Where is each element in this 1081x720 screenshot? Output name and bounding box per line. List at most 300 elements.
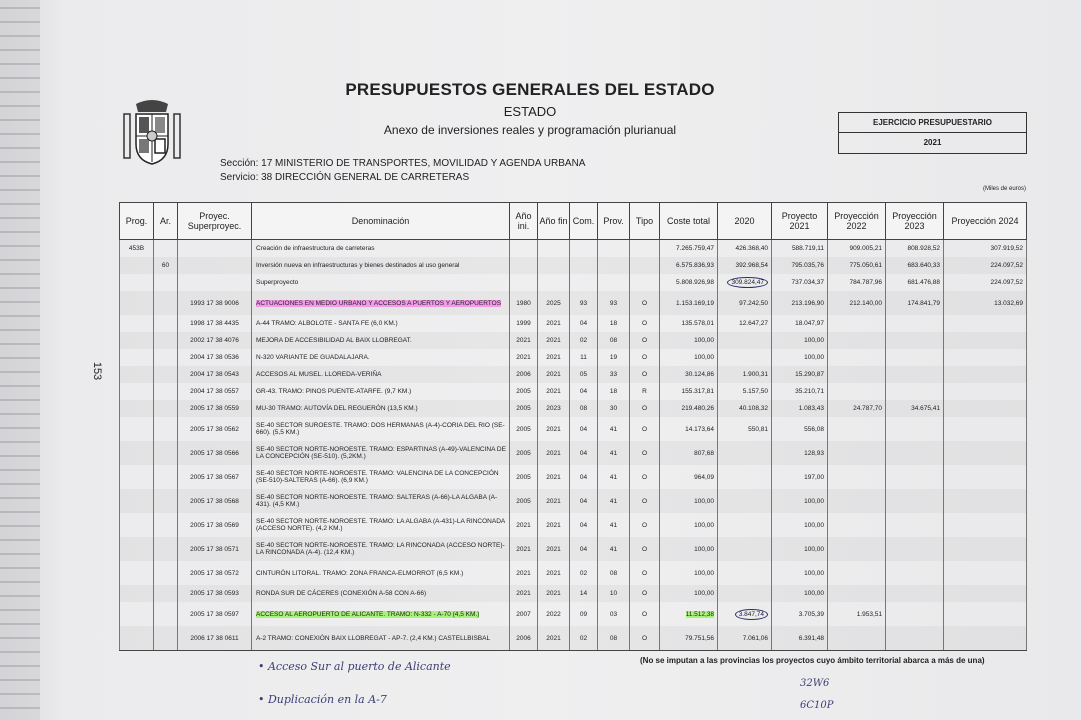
table-cell [598,400,630,417]
column-header: 2020 [718,203,772,240]
table-cell [598,274,630,291]
table-cell [630,602,660,626]
table-cell [178,349,252,366]
table-cell [570,513,598,537]
table-cell [538,489,570,513]
table-cell [828,257,886,274]
table-cell [828,585,886,602]
cell-text: 2021 [516,354,531,361]
cell-text: ACCESOS AL MUSEL. LLOREDA-VERIÑA [256,371,382,378]
table-cell [178,400,252,417]
table-cell [510,400,538,417]
table-cell [886,602,944,626]
table-cell [598,257,630,274]
table-cell [886,513,944,537]
table-cell [538,537,570,561]
cell-text: 100,00 [804,337,824,344]
cell-text: 02 [579,337,588,344]
table-cell [510,383,538,400]
cell-text: MEJORA DE ACCESIBILIDAD AL BAIX LLOBREGAT. [256,337,412,344]
column-header: Prog. [120,203,154,240]
table-cell [772,537,828,561]
table-cell [886,441,944,465]
cell-text: 224.097,52 [990,262,1023,269]
cell-text: O [641,449,648,457]
cell-text: 30 [609,405,618,412]
cell-text: 100,00 [804,521,824,529]
cell-text: 2025 [546,299,561,307]
table-cell [828,349,886,366]
table-cell [630,489,660,513]
table-cell [120,315,154,332]
cell-text: ACTUACIONES EN MEDIO URBANO Y ACCESOS A PUERTOS Y AEROPUERTOS [256,299,502,307]
cell-text: 155.317,81 [681,388,714,395]
table-cell [718,383,772,400]
table-cell [538,626,570,651]
table-cell [772,315,828,332]
table-cell [570,332,598,349]
table-cell [718,441,772,465]
cell-text: 2021 [546,388,561,395]
cell-text: 2021 [516,590,531,597]
table-cell [154,315,178,332]
table-cell [178,332,252,349]
ejercicio-label: EJERCICIO PRESUPUESTARIO [839,113,1026,133]
table-cell [598,240,630,258]
table-cell [828,537,886,561]
cell-text: 808.928,52 [907,245,940,252]
table-cell [538,465,570,489]
cell-text: O [641,521,648,529]
cell-text: 135.578,01 [681,320,714,327]
cell-text: 2006 [516,371,531,378]
table-row [120,585,1027,602]
table-cell [154,400,178,417]
table-cell [828,366,886,383]
cell-text: O [641,545,648,553]
cell-text: 909.005,21 [849,245,882,252]
column-header: Año ini. [510,203,538,240]
table-cell [718,257,772,274]
table-cell [886,489,944,513]
column-header: Prov. [598,203,630,240]
table-cell [120,417,154,441]
table-cell [538,240,570,258]
cell-text: A-44 TRAMO: ALBOLOTE - SANTA FE (6,0 KM.) [256,320,398,327]
binder-holes [0,0,40,720]
table-cell [944,585,1027,602]
cell-text: O [641,590,648,597]
table-cell [944,441,1027,465]
cell-text: SE-40 SECTOR SUROESTE. TRAMO: DOS HERMANAS (A-4)-CORIA DEL RIO (SE-660). (5,5 KM.) [256,422,505,436]
table-cell [154,257,178,274]
table-cell [630,465,660,489]
table-cell [178,513,252,537]
table-cell [944,291,1027,315]
cell-text: 6.575.836,93 [676,262,714,269]
table-cell [598,465,630,489]
cell-text: 2005 [516,473,531,481]
table-cell [660,383,718,400]
table-cell [120,257,154,274]
cell-text: 33 [609,371,618,378]
table-cell [252,349,510,366]
table-cell [120,537,154,561]
table-cell [252,465,510,489]
table-cell [178,257,252,274]
table-header-row [120,203,1027,240]
table-cell [538,274,570,291]
cell-text: 100,00 [694,569,714,577]
table-cell [120,383,154,400]
table-cell [772,400,828,417]
cell-text: 11.512,38 [685,610,714,618]
table-cell [154,383,178,400]
cell-text: 41 [609,545,618,553]
table-cell [178,626,252,651]
table-cell [598,489,630,513]
table-cell [120,513,154,537]
cell-text: 2005 17 38 0569 [190,521,239,529]
cell-text: 174.841,79 [907,299,940,307]
table-cell [510,274,538,291]
cell-text: 04 [579,425,588,433]
cell-text: 14 [579,590,588,597]
table-cell [510,332,538,349]
cell-text: 588.719,11 [791,245,824,252]
cell-text: 2021 [546,569,561,577]
servicio-line: Servicio: 38 DIRECCIÓN GENERAL DE CARRETERAS [220,172,470,183]
table-cell [598,626,630,651]
table-row [120,274,1027,291]
table-cell [772,274,828,291]
cell-text: 2021 [546,425,561,433]
cell-text: 41 [609,497,618,505]
cell-text: 18 [609,320,618,327]
cell-text: O [641,320,648,327]
table-cell [120,441,154,465]
table-cell [660,465,718,489]
table-cell [120,274,154,291]
table-cell [944,417,1027,441]
table-cell [154,274,178,291]
table-cell [944,274,1027,291]
cell-text: 2021 [516,521,531,529]
table-cell [178,366,252,383]
table-cell [630,626,660,651]
cell-text: 100,00 [804,497,824,505]
table-cell [252,400,510,417]
table-cell [252,332,510,349]
cell-text: 392.968,54 [735,262,768,269]
table-cell [828,489,886,513]
table-cell [630,240,660,258]
table-cell [886,332,944,349]
table-cell [828,291,886,315]
table-cell [660,537,718,561]
cell-text: O [641,371,648,378]
table-cell [598,602,630,626]
table-cell [944,383,1027,400]
cell-text: 6.391,48 [798,634,824,642]
table-cell [510,441,538,465]
cell-text: 1.083,43 [798,405,824,412]
cell-text: RONDA SUR DE CÁCERES (CONEXIÓN A-58 CON A-66) [256,590,427,597]
table-cell [660,561,718,585]
table-cell [510,513,538,537]
column-header: Coste total [660,203,718,240]
cell-text: 309.824,47 [727,277,768,288]
table-cell [570,585,598,602]
cell-text: 100,00 [694,497,714,505]
table-cell [178,441,252,465]
table-cell [886,315,944,332]
table-cell [538,349,570,366]
cell-text: 2004 17 38 0536 [190,354,239,361]
table-cell [660,400,718,417]
table-cell [570,349,598,366]
cell-text: 93 [579,299,588,307]
table-cell [660,489,718,513]
table-cell [252,513,510,537]
table-cell [510,465,538,489]
table-cell [120,366,154,383]
cell-text: 737.034,37 [791,279,824,286]
table-cell [510,585,538,602]
table-row [120,537,1027,561]
cell-text: 100,00 [694,545,714,553]
cell-text: 24.787,70 [853,405,882,412]
cell-text: 100,00 [804,569,824,577]
cell-text: 2021 [546,320,561,327]
cell-text: 1999 [516,320,531,327]
table-cell [944,537,1027,561]
table-cell [252,626,510,651]
column-header: Proyección 2024 [944,203,1027,240]
cell-text: 1998 17 38 4435 [190,320,239,327]
table-cell [538,585,570,602]
cell-text: 18.047,97 [795,320,824,327]
cell-text: 2005 17 38 0568 [190,497,239,505]
table-cell [944,400,1027,417]
cell-text: 05 [579,371,588,378]
table-cell [120,400,154,417]
cell-text: 18 [609,388,618,395]
table-cell [154,561,178,585]
table-cell [944,257,1027,274]
cell-text: 09 [579,610,588,618]
cell-text: 807,68 [694,449,714,457]
table-cell [178,561,252,585]
table-cell [598,332,630,349]
table-cell [660,417,718,441]
cell-text: O [641,634,648,642]
cell-text: 2005 [516,449,531,457]
table-cell [570,291,598,315]
table-cell [252,441,510,465]
column-header: Proyec. Superproyec. [178,203,252,240]
cell-text: 08 [609,569,618,577]
column-header: Ar. [154,203,178,240]
table-cell [570,315,598,332]
table-cell [538,383,570,400]
cell-text: SE-40 SECTOR NORTE-NOROESTE. TRAMO: LA ALGABA (A-431)-LA RINCONADA (ACCESO NORTE). (4,2 KM.) [256,518,505,532]
table-cell [718,400,772,417]
table-cell [252,291,510,315]
table-cell [598,537,630,561]
table-cell [660,291,718,315]
cell-text: 100,00 [804,354,824,361]
table-cell [154,349,178,366]
table-cell [944,240,1027,258]
cell-text: 197,00 [804,473,824,481]
cell-text: 04 [579,545,588,553]
cell-text: N-320 VARIANTE DE GUADALAJARA. [256,354,370,361]
table-cell [772,489,828,513]
table-cell [178,291,252,315]
table-cell [154,585,178,602]
cell-text: 212.140,00 [849,299,882,307]
cell-text: 14.173,64 [685,425,714,433]
cell-text: 2021 [546,545,561,553]
cell-text: CINTURÓN LITORAL. TRAMO: ZONA FRANCA-ELMORROT (6,5 KM.) [256,569,464,577]
cell-text: 1980 [516,299,531,307]
table-cell [570,383,598,400]
cell-text: 2002 17 38 4076 [190,337,239,344]
table-cell [630,366,660,383]
table-cell [828,465,886,489]
table-cell [120,291,154,315]
cell-text: 04 [579,473,588,481]
table-cell [944,513,1027,537]
cell-text: 2005 17 38 0559 [190,405,239,412]
table-cell [510,291,538,315]
table-cell [886,585,944,602]
table-cell [772,332,828,349]
table-cell [828,513,886,537]
table-cell [598,513,630,537]
table-cell [252,383,510,400]
table-cell [510,349,538,366]
table-cell [630,513,660,537]
cell-text: 3.847,74 [735,609,768,620]
cell-text: 2005 17 38 0572 [190,569,239,577]
table-cell [120,561,154,585]
table-cell [252,417,510,441]
table-cell [772,561,828,585]
table-cell [538,513,570,537]
table-cell [154,489,178,513]
column-header: Proyección 2022 [828,203,886,240]
cell-text: 2005 17 38 0566 [190,449,239,457]
cell-text: 2023 [546,405,561,412]
table-cell [598,315,630,332]
cell-text: 964,09 [694,473,714,481]
cell-text: 100,00 [804,545,824,553]
cell-text: 08 [609,337,618,344]
table-cell [630,291,660,315]
table-cell [828,417,886,441]
cell-text: 100,00 [804,590,824,597]
table-cell [120,489,154,513]
table-cell [630,332,660,349]
cell-text: 3.705,39 [798,610,824,618]
table-cell [510,626,538,651]
cell-text: 307.919,52 [990,245,1023,252]
cell-text: 1.900,31 [742,371,768,378]
table-cell [178,383,252,400]
footnote: (No se imputan a las provincias los proyectos cuyo ámbito territorial abarca a más de una) [640,656,985,665]
cell-text: 1.153.169,19 [676,299,714,307]
annex-title: Anexo de inversiones reales y programación plurianual [383,123,677,137]
table-cell [718,561,772,585]
cell-text: 11 [580,354,587,361]
cell-text: ACCESO AL AEROPUERTO DE ALICANTE. TRAMO: N-332 - A-70 (4,5 KM.) [256,610,480,618]
table-cell [154,513,178,537]
table-cell [944,349,1027,366]
handwritten-note: 6C10P [800,700,834,711]
table-cell [772,585,828,602]
table-cell [252,585,510,602]
cell-text: O [641,610,648,618]
cell-text: 7.061,06 [742,634,768,642]
table-cell [178,274,252,291]
table-cell [944,332,1027,349]
table-cell [718,626,772,651]
table-row [120,513,1027,537]
table-cell [718,240,772,258]
cell-text: SE-40 SECTOR NORTE-NOROESTE. TRAMO: LA RINCONADA (ACCESO NORTE)-LA RINCONADA (A-4). (12,4 KM.) [256,542,505,556]
table-cell [772,291,828,315]
table-row [120,315,1027,332]
cell-text: 2005 [516,388,531,395]
table-cell [660,585,718,602]
table-row [120,489,1027,513]
cell-text: 224.097,52 [990,279,1023,286]
table-cell [252,537,510,561]
cell-text: 213.196,90 [791,299,824,307]
table-cell [570,537,598,561]
table-cell [772,465,828,489]
cell-text: O [641,299,648,307]
coat-of-arms-icon [120,100,184,168]
cell-text: 79.751,56 [685,634,714,642]
table-cell [660,513,718,537]
table-cell [252,561,510,585]
cell-text: 2007 [516,610,531,618]
ejercicio-year: 2021 [923,138,942,147]
table-cell [570,240,598,258]
cell-text: GR-43. TRAMO: PINOS PUENTE-ATARFE. (9,7 KM.) [256,388,412,395]
cell-text: 12.647,27 [739,320,768,327]
cell-text: 2021 [546,371,561,378]
table-cell [252,315,510,332]
table-cell [772,366,828,383]
table-row [120,417,1027,441]
cell-text: 2006 [516,634,531,642]
section-info [220,157,585,185]
table-cell [538,366,570,383]
table-cell [772,626,828,651]
table-cell [598,291,630,315]
table-cell [828,400,886,417]
handwritten-note: • Duplicación en la A-7 [258,693,387,706]
cell-text: 683.640,33 [907,262,940,269]
cell-text: 1.953,51 [856,610,882,618]
table-cell [828,383,886,400]
table-cell [120,465,154,489]
table-cell [510,240,538,258]
